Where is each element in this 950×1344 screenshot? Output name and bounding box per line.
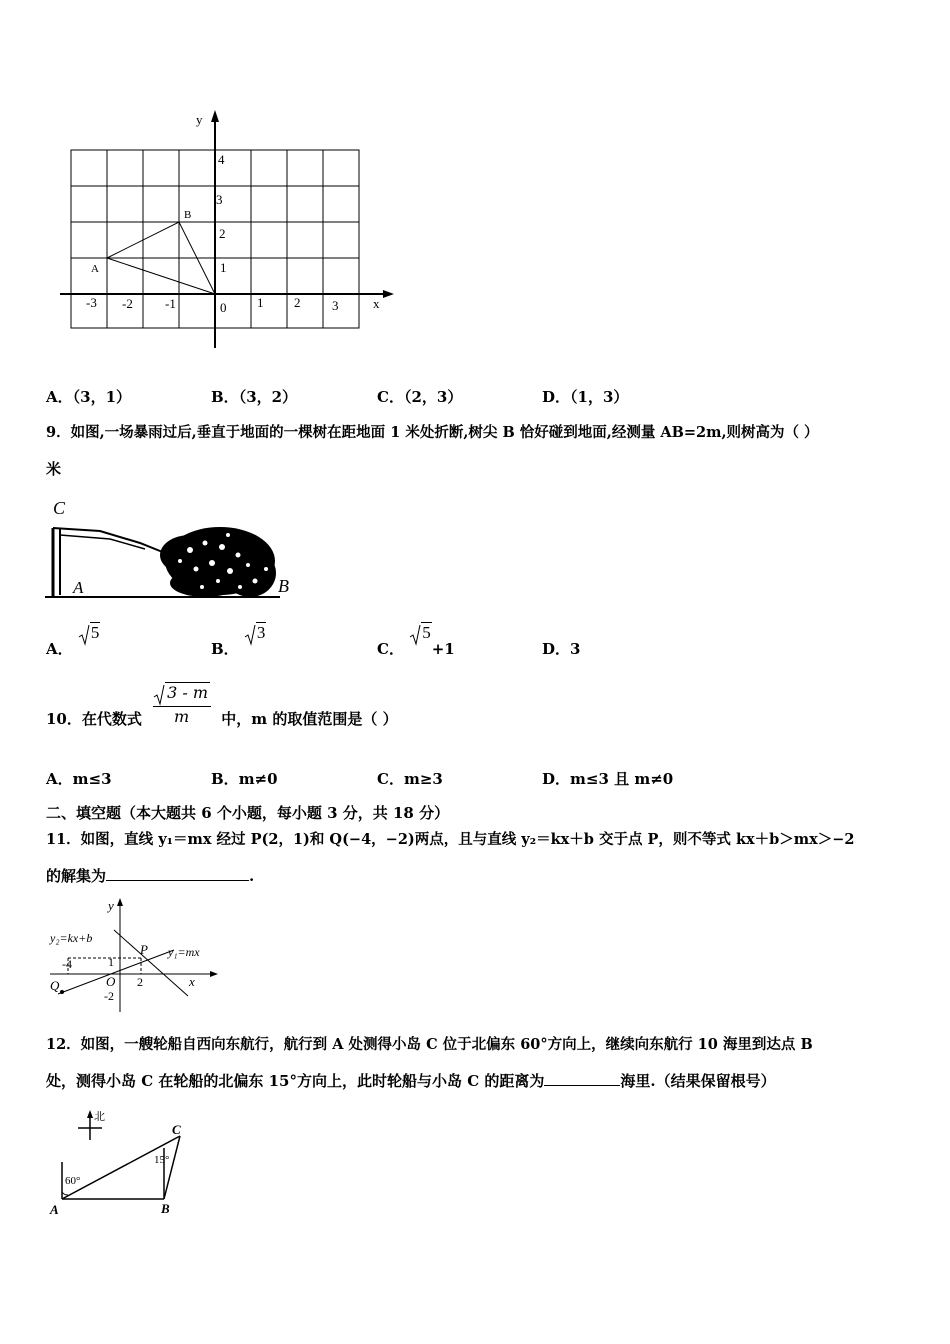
option-text: m≥3 [403, 770, 443, 788]
q9-stem-line1: 9．如图,一场暴雨过后,垂直于地面的一棵树在距地面 1 米处折断,树尖 B 恰好碰到地面,经测量 AB=2m,则树高为（ ） [46, 424, 819, 441]
q9-option-b [211, 624, 266, 658]
tree-canopy [160, 527, 276, 597]
point-a-label: A [73, 578, 84, 597]
option-letter: D． [542, 388, 571, 406]
x-tick-0: 0 [220, 300, 227, 315]
label-p: P [140, 942, 148, 957]
q9-option-a [46, 624, 100, 658]
x-tick-neg2: -2 [122, 296, 133, 311]
option-text: 3 [570, 640, 581, 658]
north-arrow-icon [87, 1110, 93, 1118]
label-o: O [106, 974, 116, 989]
y-tick-3: 3 [216, 192, 223, 207]
option-text: （3，2） [238, 388, 298, 406]
y-axis-arrow-icon [117, 898, 123, 906]
y-axis-label: y [108, 898, 114, 913]
line-ac [62, 1136, 180, 1199]
angle-arc-a [62, 1192, 68, 1195]
x-axis-label: x [189, 974, 195, 989]
x-axis-arrow-icon [210, 971, 218, 977]
y-tick-2: 2 [219, 226, 226, 241]
option-letter: A． [46, 388, 73, 406]
q11-stem-line1: 11．如图，直线 y₁＝mx 经过 P(2，1)和 Q(−4，−2)两点，且与直线 y₂＝kx＋b 交于点 P，则不等式 kx＋b＞mx＞−2 [46, 831, 855, 848]
q10-option-d [542, 768, 673, 789]
option-text: （3，1） [72, 388, 132, 406]
x-tick-1: 1 [257, 295, 264, 310]
sqrt-radical [244, 624, 267, 646]
q10-prefix: 10．在代数式 [46, 710, 142, 728]
line-bc [164, 1136, 180, 1199]
point-q [60, 990, 64, 994]
tick-neg4: -4 [62, 957, 72, 971]
fallen-trunk [53, 528, 170, 555]
label-b: B [161, 1201, 170, 1216]
q8-option-b [211, 386, 297, 407]
line-y2 [114, 930, 188, 996]
angle-60-label: 60° [65, 1175, 81, 1187]
label-q: Q [50, 978, 60, 993]
x-tick-3: 3 [332, 298, 339, 313]
q9-option-c [377, 624, 455, 658]
label-y2: y₂=kx+b [50, 931, 93, 945]
fraction [151, 684, 212, 726]
line-y1 [58, 950, 174, 994]
option-text: m≠0 [238, 770, 278, 788]
point-b-label: B [184, 209, 192, 221]
sqrt-radical [409, 624, 432, 646]
angle-15-label: 15° [154, 1154, 170, 1166]
answer-blank[interactable] [544, 1071, 620, 1086]
y-axis-arrow-icon [211, 110, 219, 122]
label-c: C [172, 1122, 181, 1137]
option-text: m≤3 [72, 770, 112, 788]
option-letter: C． [377, 640, 404, 658]
answer-blank[interactable] [106, 866, 249, 881]
north-label: 北 [94, 1111, 105, 1123]
option-letter: B． [211, 770, 239, 788]
radical-sign-icon [153, 684, 165, 706]
tick-1: 1 [108, 955, 114, 969]
numerator: 3 - m [167, 683, 209, 702]
option-suffix: +1 [431, 640, 455, 658]
option-text: （1，3） [570, 388, 629, 406]
q9-stem-line2: 米 [46, 460, 62, 478]
option-text: （2，3） [403, 388, 463, 406]
option-letter: C． [377, 388, 404, 406]
y-tick-1: 1 [220, 260, 227, 275]
q12-stem-line2 [46, 1070, 776, 1091]
q11-line2-suffix: . [249, 867, 255, 885]
q11-line2-prefix: 的解集为 [46, 867, 107, 885]
coordinate-grid-figure [50, 100, 410, 360]
option-letter: A． [46, 640, 73, 658]
radical-sign-icon [409, 624, 421, 646]
q9-option-d [542, 638, 580, 659]
option-letter: D． [542, 640, 571, 658]
denominator: m [173, 707, 190, 726]
q8-option-c [377, 386, 462, 407]
option-text: m≤3 且 m≠0 [570, 770, 674, 788]
x-tick-2: 2 [294, 295, 301, 310]
linear-functions-figure [44, 896, 234, 1016]
label-a: A [50, 1202, 59, 1217]
radical-sign-icon [244, 624, 256, 646]
label-y1: y₁=mx [168, 945, 200, 959]
ship-bearing-figure [44, 1106, 204, 1221]
q10-stem [46, 684, 398, 734]
q8-option-a [46, 386, 131, 407]
sqrt-radical [78, 624, 101, 646]
x-tick-neg3: -3 [86, 295, 97, 310]
x-tick-neg1: -1 [165, 296, 176, 311]
q12-line2-suffix: 海里.（结果保留根号） [620, 1072, 776, 1090]
tick-neg2: -2 [104, 989, 114, 1003]
y-tick-4: 4 [218, 152, 225, 167]
radical-sign-icon [78, 624, 90, 646]
radicand: 5 [422, 623, 431, 642]
q10-option-b [211, 768, 278, 789]
q8-option-d [542, 386, 628, 407]
q11-stem-line2 [46, 865, 254, 886]
numerator-sqrt [151, 684, 212, 706]
option-letter: B． [211, 388, 239, 406]
q10-suffix: 中，m 的取值范围是（ ） [221, 710, 398, 728]
option-letter: C． [377, 770, 404, 788]
section-2-title: 二、填空题（本大题共 6 个小题，每小题 3 分，共 18 分） [46, 804, 450, 822]
y-axis-label: y [196, 112, 203, 127]
q12-line2-prefix: 处，测得小岛 C 在轮船的北偏东 15°方向上，此时轮船与小岛 C 的距离为 [46, 1072, 545, 1090]
fallen-trunk-lower [60, 535, 145, 549]
x-axis-arrow-icon [383, 290, 394, 298]
q10-option-c [377, 768, 443, 789]
radicand: 5 [90, 623, 100, 642]
option-letter: A． [46, 770, 73, 788]
point-b-label: B [278, 576, 289, 596]
x-axis-label: x [373, 296, 380, 311]
radicand: 3 [256, 623, 266, 642]
option-letter: B． [211, 640, 239, 658]
point-c-label: C [53, 498, 66, 518]
option-letter: D． [542, 770, 571, 788]
q12-stem-line1: 12．如图，一艘轮船自西向东航行，航行到 A 处测得小岛 C 位于北偏东 60°方向上，继续向东航行 10 海里到达点 B [46, 1036, 813, 1053]
q10-option-a [46, 768, 112, 789]
broken-tree-figure [40, 495, 300, 605]
point-a-label: A [91, 263, 99, 275]
tick-2: 2 [137, 975, 143, 989]
